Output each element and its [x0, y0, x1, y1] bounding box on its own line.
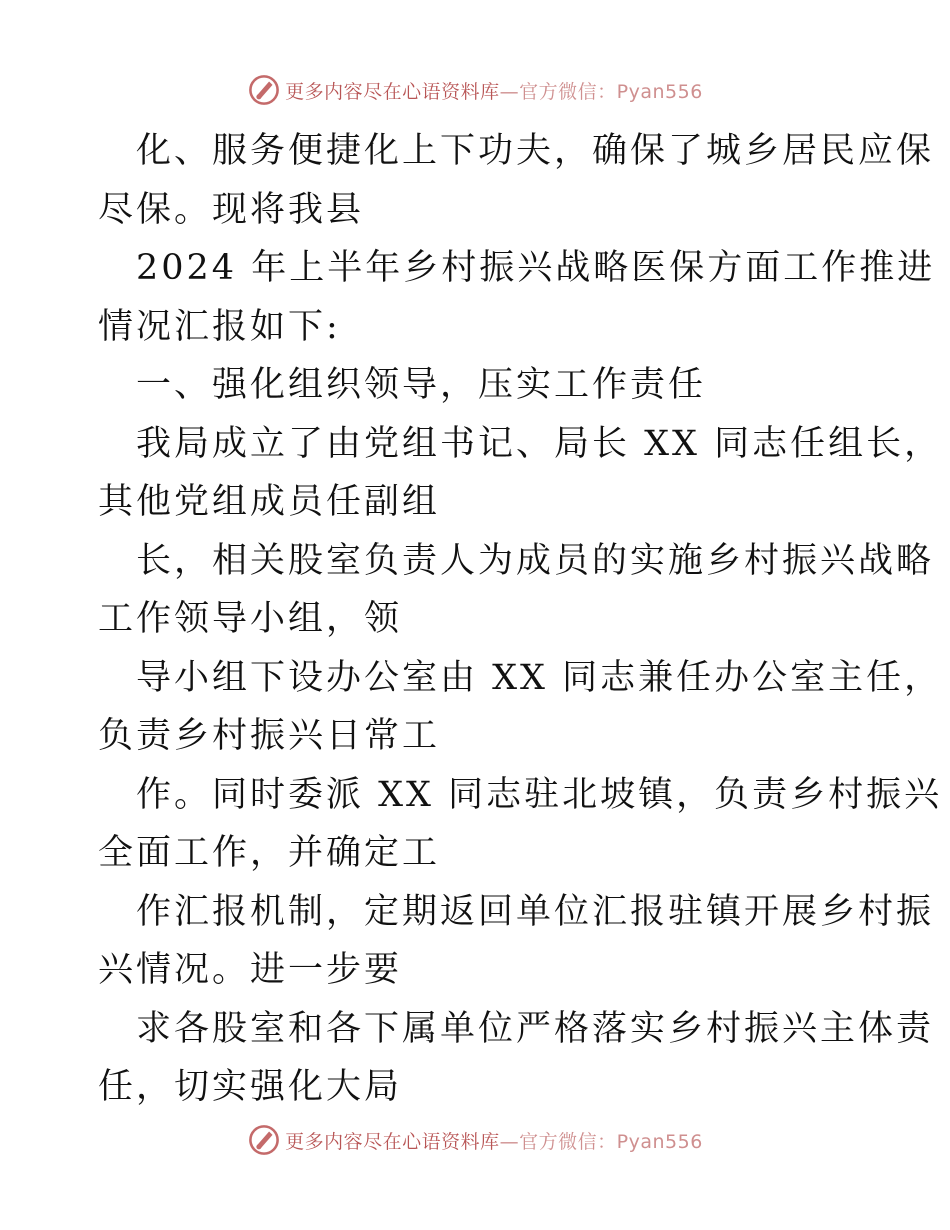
watermark-brand: 更多内容尽在心语资料库: [285, 80, 500, 103]
text-line: 长，相关股室负责人为成员的实施乡村振兴战略: [136, 540, 935, 581]
seal-logo-icon: [247, 73, 281, 107]
text-line: 求各股室和各下属单位严格落实乡村振兴主体责: [136, 1008, 935, 1049]
watermark-brand: 更多内容尽在心语资料库: [285, 1130, 500, 1153]
text-line: 导小组下设办公室由 XX 同志兼任办公室主任，: [136, 657, 943, 698]
document-body: [98, 122, 943, 1117]
seal-logo-icon: [247, 1123, 281, 1157]
text-line: 尽保。现将我县: [98, 189, 365, 230]
text-line: 任，切实强化大局: [98, 1067, 403, 1107]
text-line: 工作领导小组，领: [98, 599, 403, 639]
section-heading: 一、强化组织领导，压实工作责任: [136, 365, 707, 405]
text-line: 其他党组成员任副组: [98, 482, 441, 522]
watermark-contact: —官方微信：Pyan556: [499, 80, 703, 103]
header-watermark: [0, 70, 950, 110]
text-line: 全面工作，并确定工: [98, 833, 441, 873]
text-line: 作。同时委派 XX 同志驻北坡镇，负责乡村振兴: [136, 774, 943, 815]
text-line: 情况汇报如下:: [98, 306, 341, 347]
footer-watermark: [0, 1120, 950, 1160]
text-line: 负责乡村振兴日常工: [98, 716, 441, 756]
text-line: 作汇报机制，定期返回单位汇报驻镇开展乡村振: [136, 891, 935, 932]
text-line: 兴情况。进一步要: [98, 950, 403, 990]
text-line: 我局成立了由党组书记、局长 XX 同志任组长，: [136, 423, 943, 464]
watermark-contact: —官方微信：Pyan556: [499, 1130, 703, 1153]
text-line: 2024 年上半年乡村振兴战略医保方面工作推进: [136, 248, 936, 288]
text-line: 化、服务便捷化上下功夫，确保了城乡居民应保: [136, 131, 935, 171]
